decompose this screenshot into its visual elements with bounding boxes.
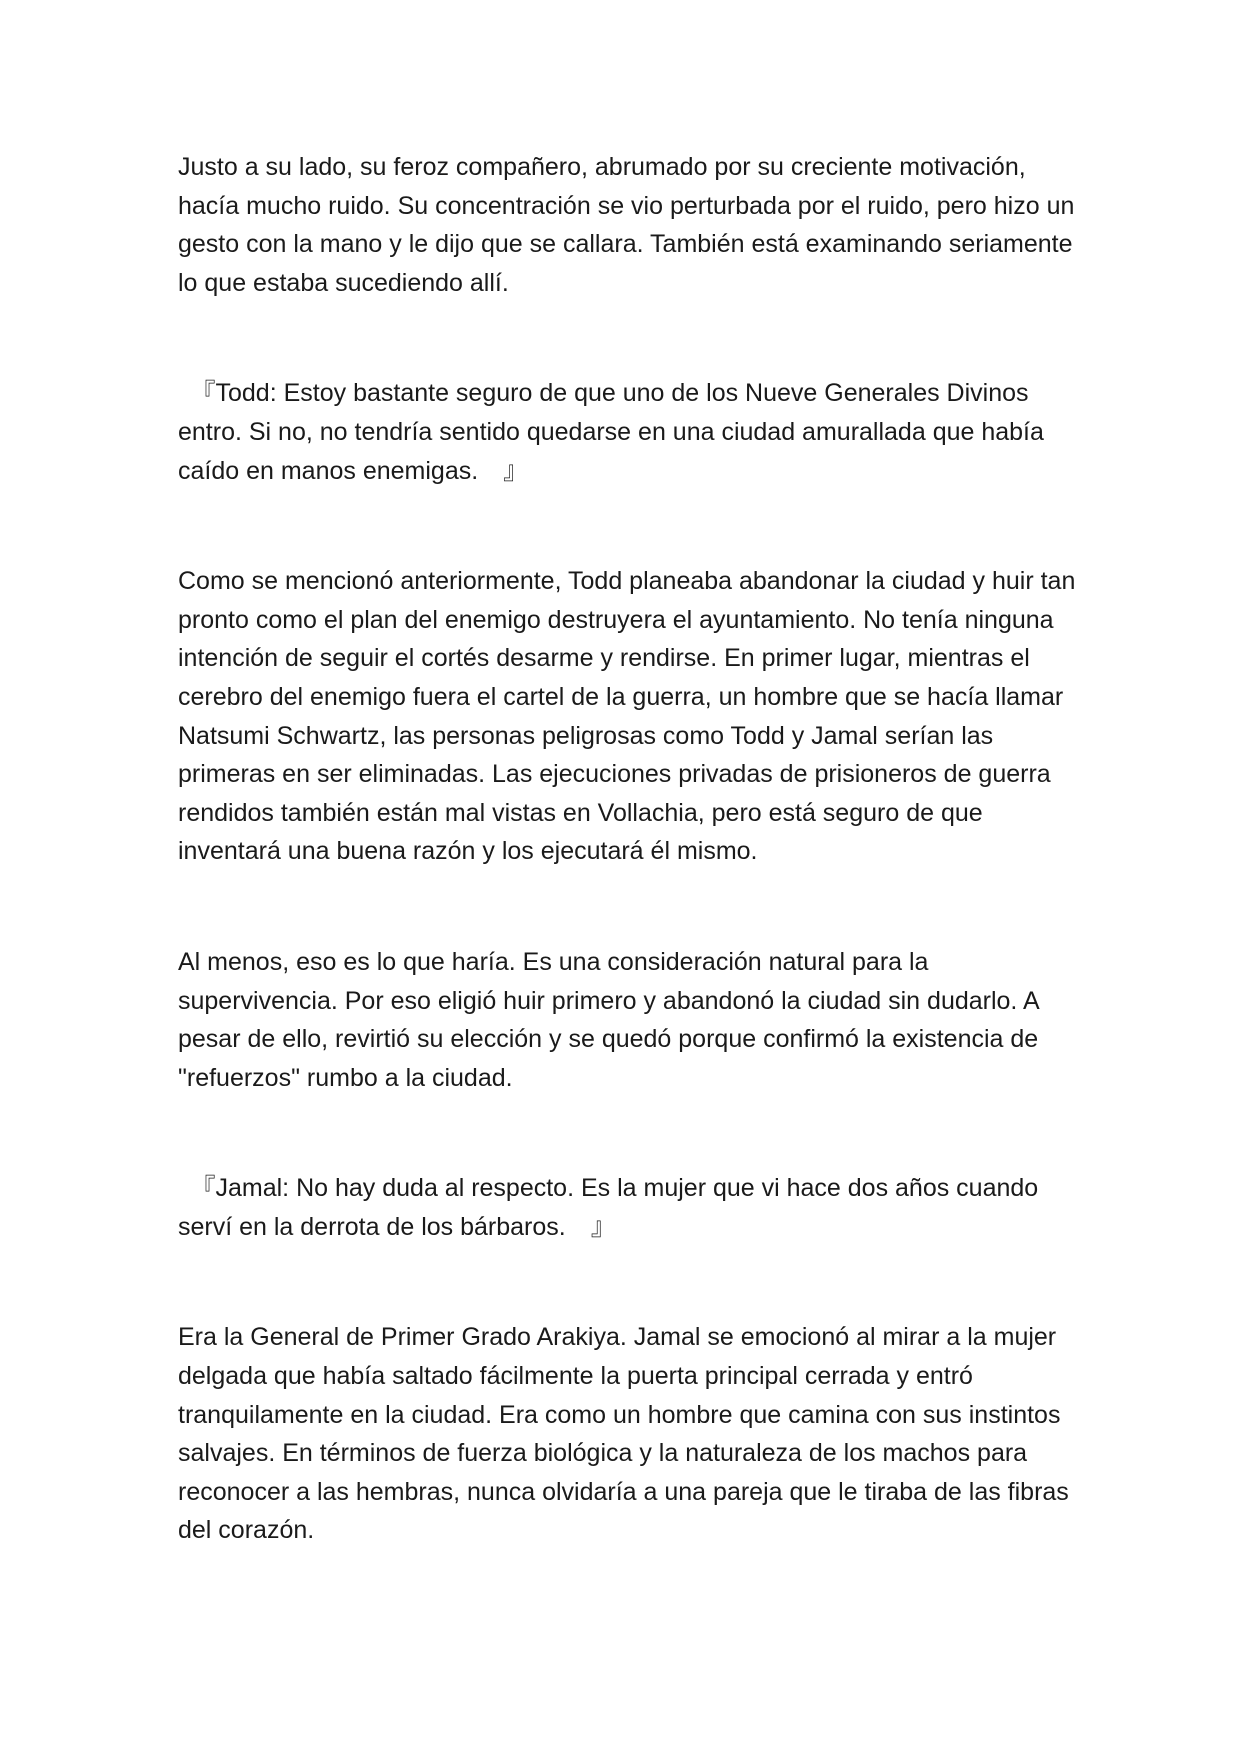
paragraph-1: Justo a su lado, su feroz compañero, abrumado por su creciente motivación, hacía mucho ruido. Su concentración se vio perturbada por el ruido, pero hizo un gesto con la mano y le dijo que se callara. También está examinando seriamente lo que estaba sucediendo allí. xyxy=(178,153,1075,297)
paragraph-4: Era la General de Primer Grado Arakiya. Jamal se emocionó al mirar a la mujer delgada que había saltado fácilmente la puerta principal cerrada y entró tranquilamente en la ciudad. Era como un hombre que camina con sus instintos salvajes. En términos de fuerza biológica y la naturaleza de los machos para reconocer a las hembras, nunca olvidaría a una pareja que le tiraba de las fibras del corazón. xyxy=(178,1323,1069,1545)
paragraph-3: Al menos, eso es lo que haría. Es una consideración natural para la supervivencia. Por eso eligió huir primero y abandonó la ciudad sin dudarlo. A pesar de ello, revirtió su elección y se quedó porque confirmó la existencia de "refuerzos" rumbo a la ciudad. xyxy=(178,947,1039,1092)
paragraph-2: Como se mencionó anteriormente, Todd planeaba abandonar la ciudad y huir tan pronto como el plan del enemigo destruyera el ayuntamiento. No tenía ninguna intención de seguir el cortés desarme y rendirse. En primer lugar, mientras el cerebro del enemigo fuera el cartel de la guerra, un hombre que se hacía llamar Natsumi Schwartz, las personas peligrosas como Todd y Jamal serían las primeras en ser eliminadas. Las ejecuciones privadas de prisioneros de guerra rendidos también están mal vistas en Vollachia, pero está seguro de que inventará una buena razón y los ejecutará él mismo. xyxy=(178,567,1076,866)
dialogue-jamal: 『Jamal: No hay duda al respecto. Es la mujer que vi hace dos años cuando serví en la derrota de los bárbaros. 』 xyxy=(178,1174,1039,1241)
document-page xyxy=(178,148,1078,1550)
dialogue-todd: 『Todd: Estoy bastante seguro de que uno de los Nueve Generales Divinos entro. Si no, no tendría sentido quedarse en una ciudad amurallada que había caído en manos enemigas. 』 xyxy=(178,379,1044,485)
